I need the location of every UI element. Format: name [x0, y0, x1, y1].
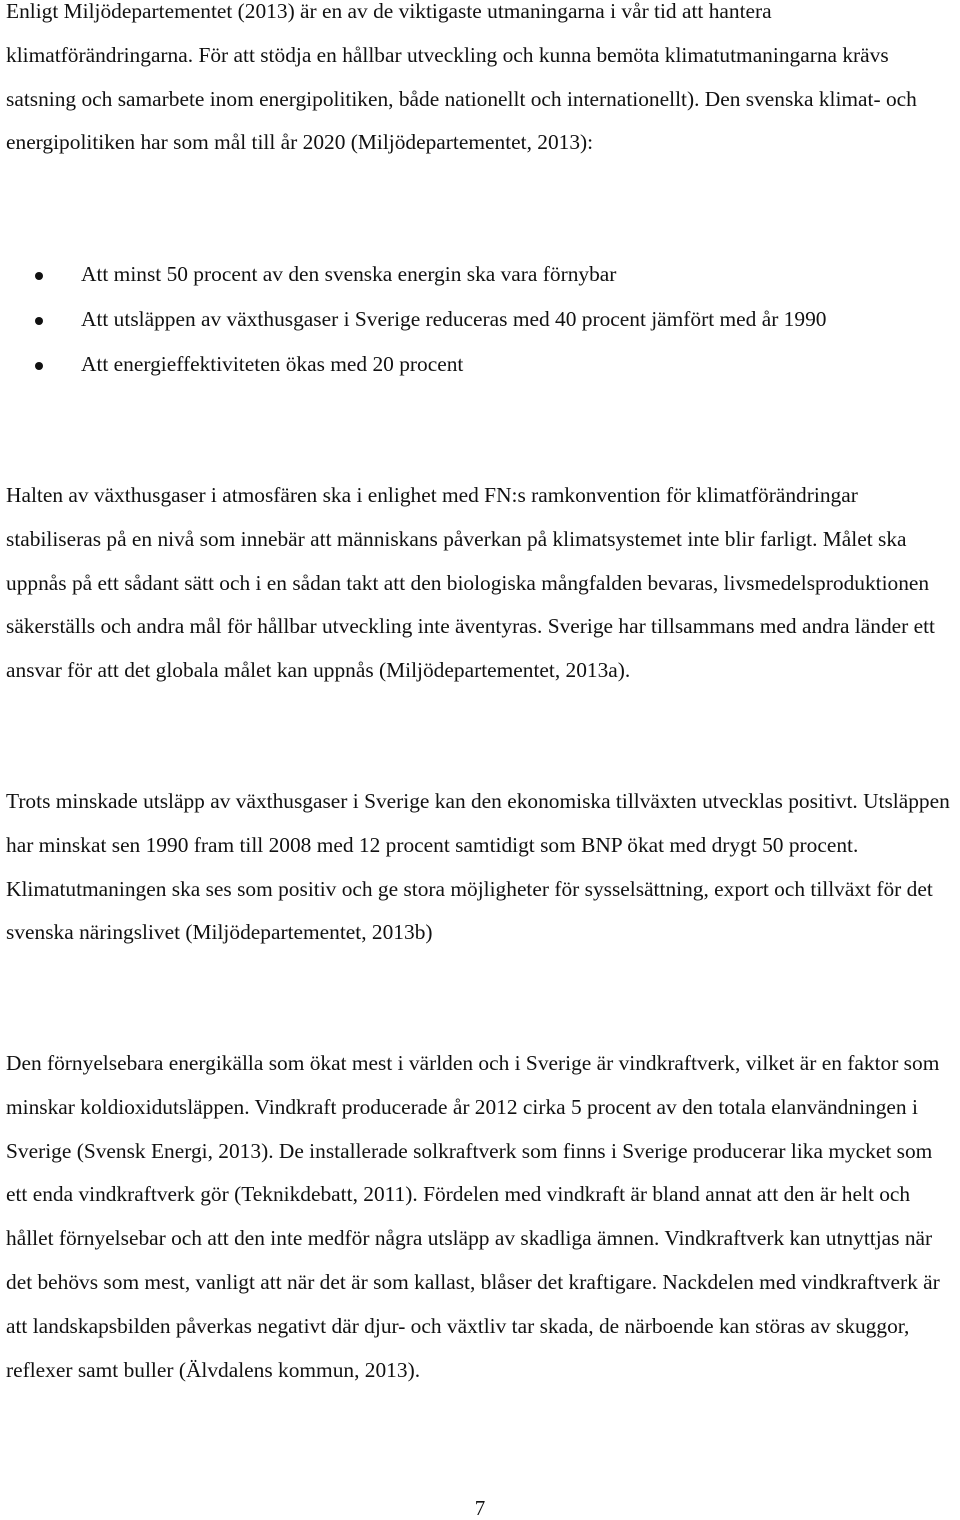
paragraph-wind-power: Den förnyelsebara energikälla som ökat mest i världen och i Sverige är vindkraftverk, vilket är en faktor som minskar koldioxidutsläppen. Vindkraft producerade år 2012 cirka 5 procent av den totala elanvändningen i Sverige (Svensk Energi, 2013). De installerade solkraftverk som finns i Sverige producerar lika mycket som ett enda vindkraftverk gör (Teknikdebatt, 2011). Fördelen med vindkraft är bland annat att den är helt och hållet förnyelsebar och att den inte medför några utsläpp av skadliga ämnen. Vindkraftverk kan utnyttjas när det behövs som mest, vanligt att när det är som kallast, blåser det kraftigare. Nackdelen med vindkraftverk är att landskapsbilden påverkas negativt där djur- och växtliv tar skada, de närboende kan störas av skuggor, reflexer samt buller (Älvdalens kommun, 2013). — [6, 1051, 940, 1382]
goals-list — [6, 252, 954, 387]
page-number: 7 — [474, 1496, 486, 1520]
bullet-icon — [35, 272, 43, 280]
bullet-icon — [35, 317, 43, 325]
list-item — [6, 252, 901, 297]
list-item-text: Att utsläppen av växthusgaser i Sverige reduceras med 40 procent jämfört med år 1990 — [81, 307, 827, 331]
list-item-text: Att energieffektiviteten ökas med 20 procent — [81, 352, 464, 376]
list-item-text: Att minst 50 procent av den svenska energin ska vara förnybar — [81, 262, 617, 286]
list-item — [6, 297, 901, 342]
paragraph-greenhouse: Halten av växthusgaser i atmosfären ska i enlighet med FN:s ramkonvention för klimatförändringar stabiliseras på en nivå som innebär att människans påverkan på klimatsystemet inte blir farligt. Målet ska uppnås på ett sådant sätt och i en sådan takt att den biologiska mångfalden bevaras, livsmedelsproduktionen säkerställs och andra mål för hållbar utveckling inte äventyras. Sverige har tillsammans med andra länder ett ansvar för att det globala målet kan uppnås (Miljödepartementet, 2013a). — [6, 483, 935, 683]
list-item — [6, 342, 901, 387]
paragraph-emissions: Trots minskade utsläpp av växthusgaser i Sverige kan den ekonomiska tillväxten utvecklas positivt. Utsläppen har minskat sen 1990 fram till 2008 med 12 procent samtidigt som BNP ökat med drygt 50 procent. Klimatutmaningen ska ses som positiv och ge stora möjligheter för sysselsättning, export och tillväxt för det svenska näringslivet (Miljödepartementet, 2013b) — [6, 789, 950, 945]
paragraph-intro: Enligt Miljödepartementet (2013) är en av de viktigaste utmaningarna i vår tid att hantera klimatförändringarna. För att stödja en hållbar utveckling och kunna bemöta klimatutmaningarna krävs satsning och samarbete inom energipolitiken, både nationellt och internationellt). Den svenska klimat- och energipolitiken har som mål till år 2020 (Miljödepartementet, 2013): — [6, 0, 917, 155]
bullet-icon — [35, 362, 43, 370]
